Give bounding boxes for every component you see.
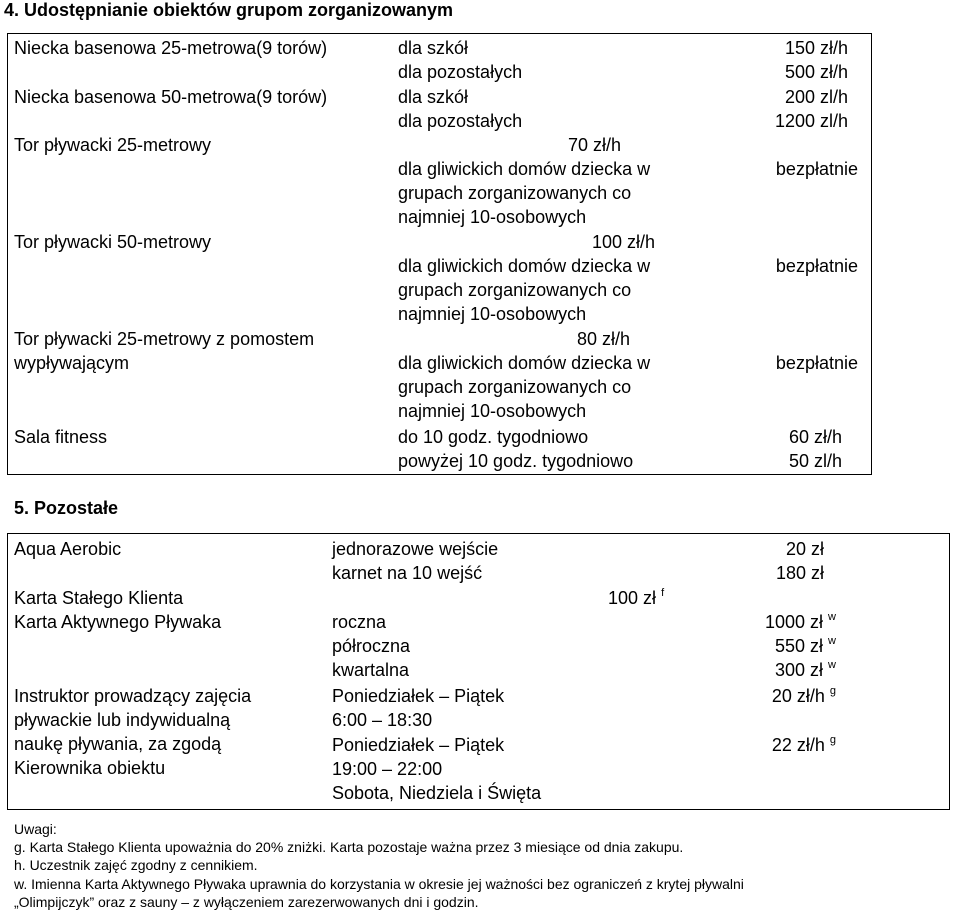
row-category: dla szkół [398, 38, 469, 58]
item-price: 100 zł $^f$ [608, 587, 665, 608]
item-price: 180 zł [775, 563, 824, 583]
footnote-marker: g [829, 734, 836, 746]
table5-left-border [7, 533, 8, 810]
row-description: najmniej 10-osobowych [398, 401, 587, 421]
section-5-title: 5. Pozostałe [14, 498, 119, 518]
item-price: 550 zł $^w$ [774, 635, 836, 656]
item-option: kwartalna [332, 660, 410, 680]
item-name: Karta Aktywnego Pływaka [14, 612, 222, 632]
item-price: 300 zł $^w$ [774, 659, 836, 680]
row-free: bezpłatnie [775, 256, 858, 276]
row-price: 70 zł/h [568, 135, 622, 155]
row-name: Niecka basenowa 25-metrowa(9 torów) [14, 38, 328, 58]
table4-left-border [7, 33, 8, 475]
row-price: 80 zł/h [577, 329, 631, 349]
note-w: w. Imienna Karta Aktywnego Pływaka uprawnia do korzystania w okresie jej ważności bez ograniczeń z krytej pływalni [14, 876, 744, 892]
note-g: g. Karta Stałego Klienta upoważnia do 20% zniżki. Karta pozostaje ważna przez 3 miesiące od dnia zakupu. [14, 839, 684, 855]
row-category: dla szkół [398, 87, 469, 107]
row-category: dla pozostałych [398, 62, 523, 82]
section-4-title: 4. Udostępnianie obiektów grupom zorganizowanym [4, 0, 454, 20]
row-price: 50 zl/h [788, 451, 842, 471]
row-price: 100 zł/h [592, 232, 656, 252]
footnote-marker: w [828, 659, 836, 671]
footnote-marker: w [828, 611, 836, 623]
item-price: 20 zł [785, 539, 824, 559]
item-option: karnet na 10 wejść [332, 563, 483, 583]
notes-label: Uwagi: [14, 821, 57, 837]
table4-right-border [871, 33, 872, 475]
footnote-marker: w [828, 635, 836, 647]
item-name: Kierownika obiektu [14, 758, 166, 778]
table5-right-border [949, 533, 950, 810]
row-description: najmniej 10-osobowych [398, 207, 587, 227]
row-name: Tor pływacki 25-metrowy [14, 135, 212, 155]
item-option: Poniedziałek – Piątek [332, 735, 505, 755]
row-description: grupach zorganizowanych co [398, 377, 632, 397]
item-price: 22 zł/h $^g$ [771, 734, 836, 755]
row-description: najmniej 10-osobowych [398, 304, 587, 324]
item-name: naukę pływania, za zgodą [14, 734, 222, 754]
row-free: bezpłatnie [775, 159, 858, 179]
item-option: Poniedziałek – Piątek [332, 686, 505, 706]
row-price: 1200 zl/h [774, 111, 848, 131]
row-description: dla gliwickich domów dziecka w [398, 353, 651, 373]
item-option: jednorazowe wejście [332, 539, 499, 559]
row-free: bezpłatnie [775, 353, 858, 373]
item-option: półroczna [332, 636, 411, 656]
table5-bottom-border [7, 809, 950, 810]
row-price: 60 zł/h [788, 427, 842, 447]
item-name: Instruktor prowadzący zajęcia [14, 686, 252, 706]
row-category: dla pozostałych [398, 111, 523, 131]
row-description: grupach zorganizowanych co [398, 280, 632, 300]
footnote-marker: f [661, 587, 665, 599]
table5-top-border [7, 533, 950, 534]
note-w-continued: „Olimpijczyk” oraz z sauny – z wyłączeniem zarezerwowanych dni i godzin. [14, 894, 479, 910]
row-name: wypływającym [14, 353, 130, 373]
table4-top-border [7, 33, 872, 34]
item-option: roczna [332, 612, 387, 632]
item-name: Karta Stałego Klienta [14, 588, 184, 608]
row-name: Niecka basenowa 50-metrowa(9 torów) [14, 87, 328, 107]
row-category: do 10 godz. tygodniowo [398, 427, 589, 447]
table4-bottom-border [7, 474, 872, 475]
item-option: 19:00 – 22:00 [332, 759, 443, 779]
row-description: dla gliwickich domów dziecka w [398, 159, 651, 179]
row-category: powyżej 10 godz. tygodniowo [398, 451, 634, 471]
item-option: Sobota, Niedziela i Święta [332, 783, 542, 803]
row-name: Tor pływacki 25-metrowy z pomostem [14, 329, 315, 349]
item-name: pływackie lub indywidualną [14, 710, 231, 730]
item-price: 20 zł/h $^g$ [771, 685, 836, 706]
item-name: Aqua Aerobic [14, 539, 122, 559]
row-price: 200 zl/h [784, 87, 848, 107]
footnote-marker: g [829, 685, 836, 697]
note-h: h. Uczestnik zajęć zgodny z cennikiem. [14, 857, 258, 873]
row-name: Tor pływacki 50-metrowy [14, 232, 212, 252]
item-option: 6:00 – 18:30 [332, 710, 433, 730]
item-price: 1000 zł $^w$ [764, 611, 836, 632]
row-price: 150 zł/h [784, 38, 848, 58]
row-description: dla gliwickich domów dziecka w [398, 256, 651, 276]
row-description: grupach zorganizowanych co [398, 183, 632, 203]
row-price: 500 zł/h [784, 62, 848, 82]
row-name: Sala fitness [14, 427, 108, 447]
